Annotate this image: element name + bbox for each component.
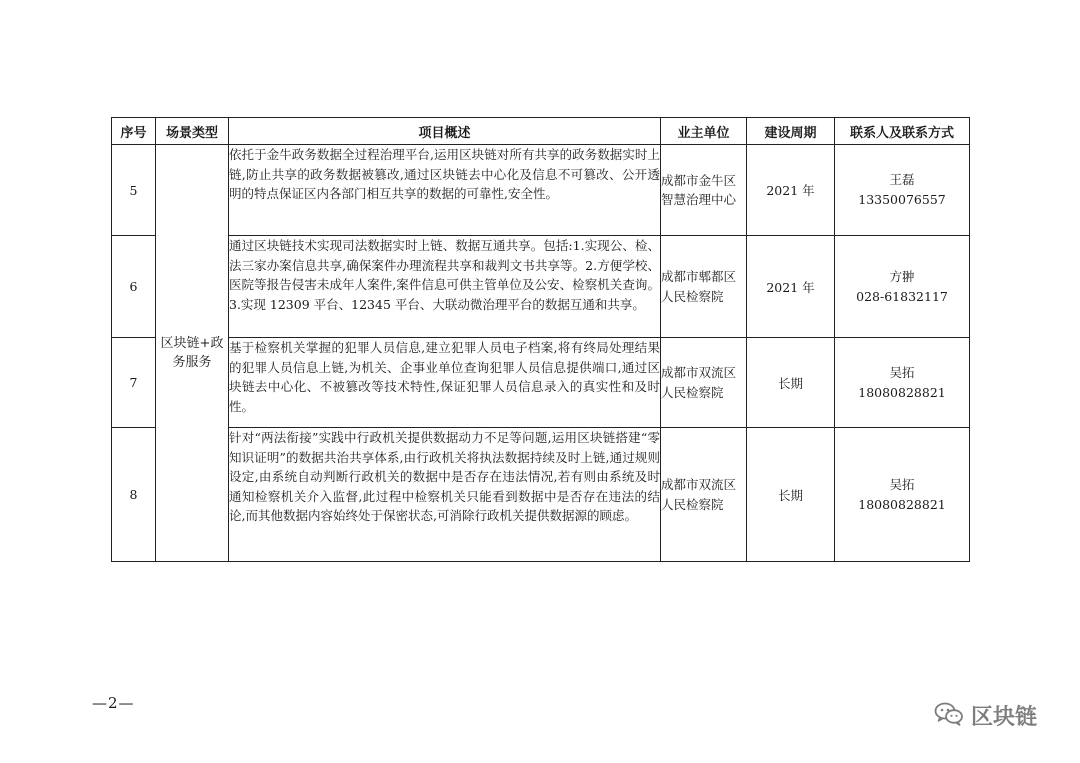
header-summary: 项目概述 xyxy=(229,118,661,145)
row-contact xyxy=(835,145,970,236)
row-no: 6 xyxy=(112,236,156,338)
header-no: 序号 xyxy=(112,118,156,145)
row-summary: 依托于金牛政务数据全过程治理平台,运用区块链对所有共享的政务数据实时上链,防止共享的政务数据被篡改,通过区块链去中心化及信息不可篡改、公开透明的特点保证区内各部门相互共享的数据的可靠性,安全性。 xyxy=(229,145,661,236)
header-period: 建设周期 xyxy=(747,118,835,145)
row-owner: 成都市双流区人民检察院 xyxy=(661,428,747,562)
row-no: 5 xyxy=(112,145,156,236)
row-no: 7 xyxy=(112,338,156,428)
row-owner: 成都市郫都区人民检察院 xyxy=(661,236,747,338)
contact-name: 吴拓 xyxy=(889,476,915,492)
contact-phone: 18080828821 xyxy=(858,384,946,400)
row-summary: 通过区块链技术实现司法数据实时上链、数据互通共享。包括:1.实现公、检、法三家办案信息共享,确保案件办理流程共享和裁判文书共享等。2.方便学校、医院等报告侵害未成年人案件,案件信息可供主管单位及公安、检察机关查询。3.实现 12309 平台、12345 平台、大联动微治理平台的数据互通和共享。 xyxy=(229,236,661,338)
row-no: 8 xyxy=(112,428,156,562)
contact-phone: 18080828821 xyxy=(858,496,946,512)
row-contact xyxy=(835,236,970,338)
row-summary: 基于检察机关掌握的犯罪人员信息,建立犯罪人员电子档案,将有终局处理结果的犯罪人员信息上链,为机关、企事业单位查询犯罪人员信息提供端口,通过区块链去中心化、不被篡改等技术特性,保证犯罪人员信息录入的真实性和及时性。 xyxy=(229,338,661,428)
watermark xyxy=(934,700,1037,731)
contact-name: 方翀 xyxy=(889,268,915,284)
header-contact: 联系人及联系方式 xyxy=(835,118,970,145)
header-owner: 业主单位 xyxy=(661,118,747,145)
row-owner: 成都市金牛区智慧治理中心 xyxy=(661,145,747,236)
table-row xyxy=(112,236,970,338)
watermark-text: 区块链 xyxy=(971,705,1038,730)
row-contact xyxy=(835,338,970,428)
contact-name: 吴拓 xyxy=(889,364,915,380)
wechat-icon xyxy=(934,701,964,731)
header-row xyxy=(112,118,970,145)
row-contact xyxy=(835,428,970,562)
header-scene: 场景类型 xyxy=(156,118,229,145)
table-row xyxy=(112,338,970,428)
row-summary: 针对“两法衔接”实践中行政机关提供数据动力不足等问题,运用区块链搭建“零知识证明”的数据共治共享体系,由行政机关将执法数据持续及时上链,通过规则设定,由系统自动判断行政机关的数据中是否存在违法情况,若有则由系统及时通知检察机关介入监督,此过程中检察机关只能看到数据中是否存在违法的结论,而其他数据内容始终处于保密状态,可消除行政机关提供数据源的顾虑。 xyxy=(229,428,661,562)
row-period: 2021 年 xyxy=(747,236,835,338)
row-period: 2021 年 xyxy=(747,145,835,236)
page-number: —2— xyxy=(92,694,135,712)
table-row xyxy=(112,428,970,562)
table-row xyxy=(112,145,970,236)
row-period: 长期 xyxy=(747,428,835,562)
contact-phone: 13350076557 xyxy=(858,192,946,207)
row-owner: 成都市双流区人民检察院 xyxy=(661,338,747,428)
contact-name: 王磊 xyxy=(889,172,915,187)
contact-phone: 028-61832117 xyxy=(856,288,948,304)
project-table xyxy=(111,117,970,562)
scene-type: 区块链+政务服务 xyxy=(156,145,229,562)
row-period: 长期 xyxy=(747,338,835,428)
